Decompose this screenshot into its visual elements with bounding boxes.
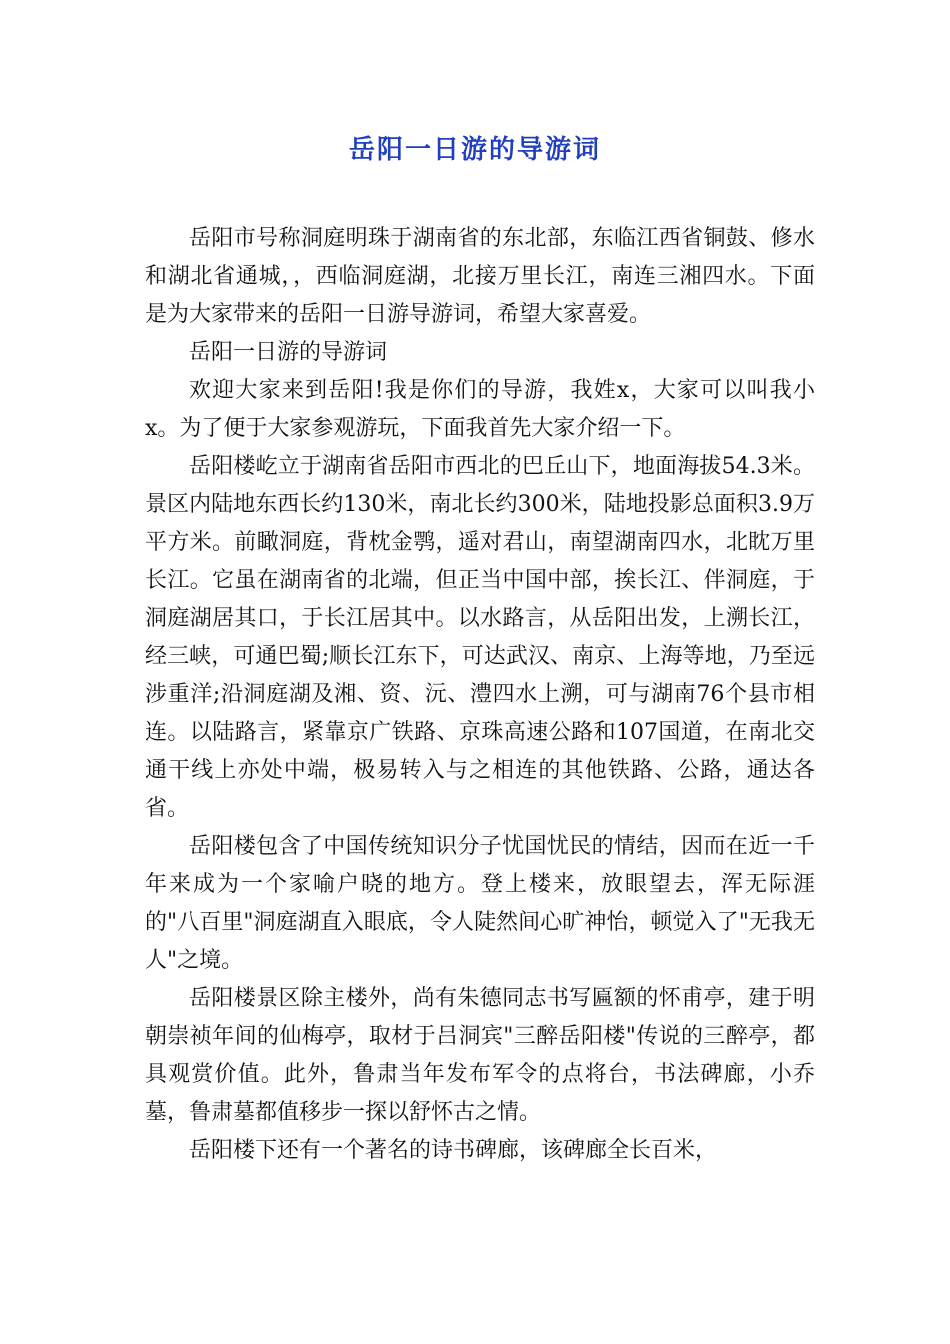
document-title: 岳阳一日游的导游词	[348, 135, 601, 165]
paragraph-location: 岳阳楼屹立于湖南省岳阳市西北的巴丘山下，地面海拔54.3米。景区内陆地东西长约130米，南北长约300米，陆地投影总面积3.9万平方米。前瞰洞庭，背枕金鹗，遥对君山，南望湖南四水，北眈万里长江。它虽在湖南省的北端，但正当中国中部，挨长江、伴洞庭，于洞庭湖居其口，于长江居其中。以水路言，从岳阳出发，上溯长江，经三峡，可通巴蜀;顺长江东下，可达武汉、南京、上海等地，乃至远涉重洋;沿洞庭湖及湘、资、沅、澧四水上溯，可与湖南76个县市相连。以陆路言，紧靠京广铁路、京珠高速公路和107国道，在南北交通干线上亦处中端，极易转入与之相连的其他铁路、公路，通达各省。	[145, 454, 815, 821]
paragraph-intro: 岳阳市号称洞庭明珠于湖南省的东北部，东临江西省铜鼓、修水和湖北省通城，，西临洞庭湖，北接万里长江，南连三湘四水。下面是为大家带来的岳阳一日游导游词，希望大家喜爱。	[145, 226, 815, 327]
paragraph-significance: 岳阳楼包含了中国传统知识分子忧国忧民的情结，因而在近一千年来成为一个家喻户晓的地方。登上楼来，放眼望去，浑无际涯的"八百里"洞庭湖直入眼底，令人陡然间心旷神怡，顿觉入了"无我无人"之境。	[145, 834, 815, 973]
paragraph-stele-gallery: 岳阳楼下还有一个著名的诗书碑廊，该碑廊全长百米，	[189, 1138, 718, 1163]
paragraph-pavilions: 岳阳楼景区除主楼外，尚有朱德同志书写匾额的怀甫亭，建于明朝崇祯年间的仙梅亭，取材于吕洞宾"三醉岳阳楼"传说的三醉亭，都具观赏价值。此外，鲁肃当年发布军令的点将台，书法碑廊，小乔墓，鲁肃墓都值移步一探以舒怀古之情。	[145, 986, 815, 1125]
document-body	[145, 220, 815, 1170]
paragraph-welcome: 欢迎大家来到岳阳!我是你们的导游，我姓x，大家可以叫我小x。为了便于大家参观游玩，下面我首先大家介绍一下。	[145, 378, 815, 441]
paragraph-subheading: 岳阳一日游的导游词	[189, 340, 388, 365]
